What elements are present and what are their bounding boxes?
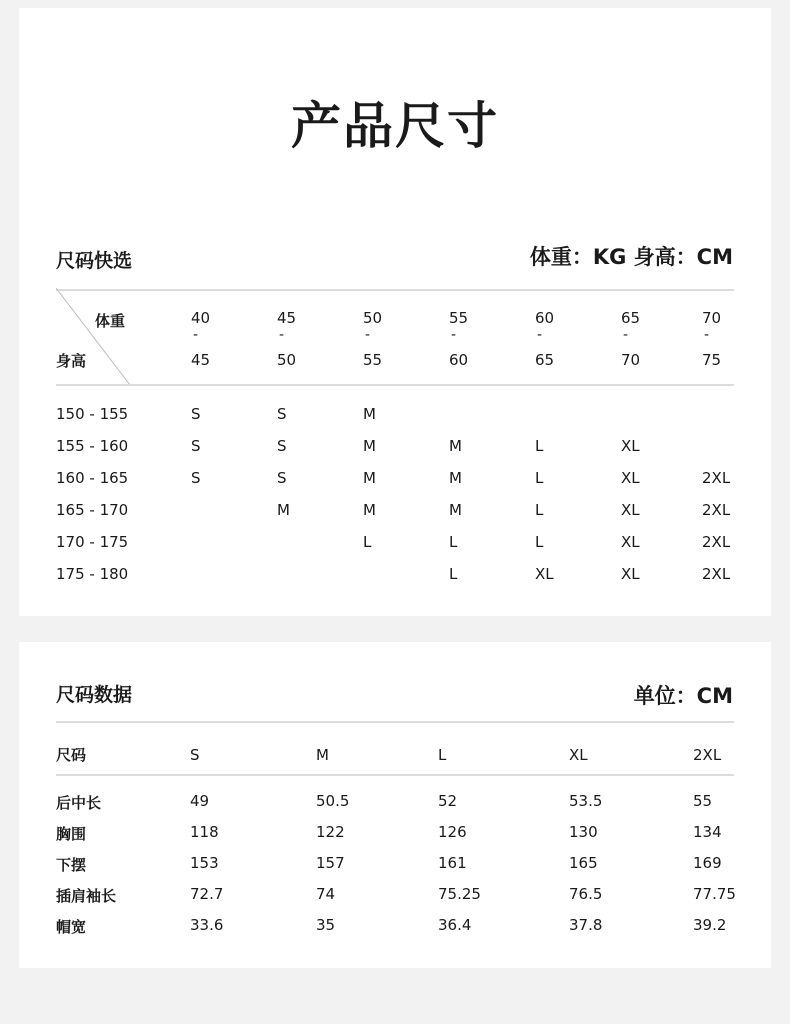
measurement-value: 153: [190, 854, 219, 872]
divider: [56, 721, 734, 723]
size-data-title: 尺码数据: [56, 684, 133, 706]
size-cell: L: [363, 533, 372, 551]
measurement-value: 49: [190, 792, 210, 810]
weight-range-dash: -: [537, 327, 543, 343]
height-range-label: 160 - 165: [56, 469, 129, 487]
quick-size-card: [19, 8, 771, 616]
corner-weight-label: 体重: [95, 312, 126, 330]
measurement-value: 36.4: [438, 916, 472, 934]
corner-height-label: 身高: [56, 352, 87, 370]
size-column-header: 2XL: [693, 746, 722, 764]
height-range-label: 165 - 170: [56, 501, 129, 519]
measurement-value: 39.2: [693, 916, 727, 934]
measurement-label: 后中长: [56, 794, 102, 812]
size-column-header: S: [190, 746, 200, 764]
weight-range-dash: -: [451, 327, 457, 343]
weight-range-high: 55: [363, 351, 383, 369]
weight-range-dash: -: [365, 327, 371, 343]
size-cell: S: [191, 469, 201, 487]
size-cell: M: [449, 469, 462, 487]
weight-range-high: 45: [191, 351, 211, 369]
divider: [56, 289, 734, 291]
measurement-value: 122: [316, 823, 345, 841]
weight-range-dash: -: [193, 327, 199, 343]
size-data-card: [19, 642, 771, 968]
measurement-value: 157: [316, 854, 345, 872]
measurement-value: 118: [190, 823, 219, 841]
weight-range-dash: -: [623, 327, 629, 343]
measurement-value: 50.5: [316, 792, 350, 810]
size-cell: 2XL: [702, 565, 731, 583]
quick-select-units: 体重：KG 身高：CM: [529, 245, 733, 269]
measurement-label: 胸围: [56, 825, 87, 843]
measurement-value: 77.75: [693, 885, 736, 903]
quick-select-title: 尺码快选: [56, 250, 133, 272]
weight-range-low: 60: [535, 309, 555, 327]
size-cell: L: [535, 533, 544, 551]
size-cell: XL: [621, 437, 640, 455]
size-cell: L: [449, 533, 458, 551]
size-cell: S: [277, 405, 287, 423]
measurement-value: 37.8: [569, 916, 603, 934]
measurement-label: 帽宽: [56, 918, 87, 936]
weight-range-low: 45: [277, 309, 297, 327]
weight-range-dash: -: [704, 327, 710, 343]
height-range-label: 155 - 160: [56, 437, 129, 455]
weight-range-high: 75: [702, 351, 722, 369]
size-cell: XL: [621, 565, 640, 583]
size-cell: S: [277, 469, 287, 487]
measurement-value: 165: [569, 854, 598, 872]
weight-range-low: 70: [702, 309, 722, 327]
height-range-label: 175 - 180: [56, 565, 129, 583]
measurement-label: 插肩袖长: [56, 887, 117, 905]
size-cell: L: [535, 437, 544, 455]
measurement-value: 76.5: [569, 885, 603, 903]
measurement-value: 53.5: [569, 792, 603, 810]
measurement-value: 161: [438, 854, 467, 872]
measurement-value: 35: [316, 916, 336, 934]
size-cell: 2XL: [702, 501, 731, 519]
corner-diagonal-line: [56, 288, 156, 388]
weight-range-high: 50: [277, 351, 297, 369]
weight-range-low: 40: [191, 309, 211, 327]
size-cell: M: [449, 501, 462, 519]
weight-range-low: 55: [449, 309, 469, 327]
measurement-value: 72.7: [190, 885, 224, 903]
size-column-header: XL: [569, 746, 588, 764]
size-cell: XL: [621, 501, 640, 519]
size-column-header: M: [316, 746, 329, 764]
measurement-value: 74: [316, 885, 336, 903]
measurement-label: 下摆: [56, 856, 87, 874]
size-cell: M: [277, 501, 290, 519]
weight-range-dash: -: [279, 327, 285, 343]
measurement-value: 75.25: [438, 885, 481, 903]
size-cell: M: [363, 437, 376, 455]
weight-range-low: 50: [363, 309, 383, 327]
size-header-label: 尺码: [56, 746, 87, 764]
weight-range-high: 65: [535, 351, 555, 369]
size-cell: S: [277, 437, 287, 455]
size-cell: M: [363, 405, 376, 423]
measurement-value: 52: [438, 792, 458, 810]
measurement-value: 126: [438, 823, 467, 841]
height-range-label: 150 - 155: [56, 405, 129, 423]
divider: [56, 384, 734, 386]
size-cell: S: [191, 437, 201, 455]
measurement-value: 130: [569, 823, 598, 841]
size-cell: S: [191, 405, 201, 423]
weight-range-high: 60: [449, 351, 469, 369]
size-cell: M: [363, 469, 376, 487]
measurement-value: 134: [693, 823, 722, 841]
size-cell: L: [449, 565, 458, 583]
measurement-value: 55: [693, 792, 713, 810]
page-title: 产品尺寸: [291, 97, 499, 155]
size-cell: L: [535, 469, 544, 487]
size-cell: XL: [621, 533, 640, 551]
size-cell: 2XL: [702, 533, 731, 551]
size-cell: L: [535, 501, 544, 519]
weight-range-high: 70: [621, 351, 641, 369]
size-data-units: 单位：CM: [633, 684, 733, 708]
weight-range-low: 65: [621, 309, 641, 327]
size-column-header: L: [438, 746, 447, 764]
size-cell: M: [363, 501, 376, 519]
size-cell: 2XL: [702, 469, 731, 487]
divider: [56, 774, 734, 776]
size-cell: XL: [535, 565, 554, 583]
height-range-label: 170 - 175: [56, 533, 129, 551]
size-cell: XL: [621, 469, 640, 487]
size-cell: M: [449, 437, 462, 455]
measurement-value: 33.6: [190, 916, 224, 934]
measurement-value: 169: [693, 854, 722, 872]
